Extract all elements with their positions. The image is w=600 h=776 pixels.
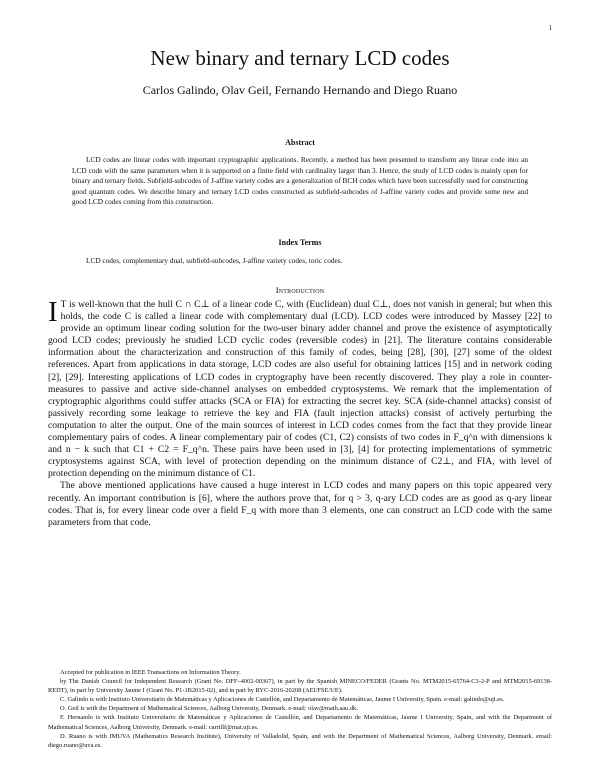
footnotes: [48, 668, 552, 750]
author-list: Carlos Galindo, Olav Geil, Fernando Hernando and Diego Ruano: [142, 83, 458, 97]
section-heading-introduction: Introduction: [275, 285, 325, 295]
abstract-paragraph: LCD codes are linear codes with important cryptographic applications. Recently, a method has been presented to transform any linear code into an LCD code with the same parameters when it is supported on a finite field with cardinality larger than 3. Hence, the study of LCD codes is mainly open for binary and ternary fields. Subfield-subcodes of J-affine variety codes are a generalization of BCH codes which have been successfully used for constructing good quantum codes. We describe binary and ternary LCD codes constructed as subfield-subcodes of J-affine variety codes and provide some new and good LCD codes coming from this construction.: [72, 155, 528, 207]
footnote-acceptance: Accepted for publication in IEEE Transactions on Information Theory.: [60, 669, 241, 676]
abstract-body: [72, 155, 528, 208]
footnote-funding: by The Danish Council for Independent Research (Grant No. DFF–4002-00367), in part by the Spanish MINECO/FEDER (Grants No. MTM2015-65764-C3-2-P and MTM2015-69138-REDT), in part by University Jaume I (Grant No. P1-1B2015-02), and in part by RYC-2016-20208 (AEI/FSE/UE).: [48, 678, 552, 695]
index-terms-heading: Index Terms: [278, 238, 322, 247]
footnote-ruano: D. Ruano is with IMUVA (Mathematics Research Institute), University of Valladolid, Spain, and with the Department of Mathematical Sciences, Aalborg University, Denmark. email: diego.ruano@uva.es.: [48, 732, 552, 749]
intro-paragraph-1: [48, 296, 552, 480]
page-number: 1: [548, 24, 552, 32]
intro-paragraph-2: The above mentioned applications have caused a huge interest in LCD codes and many papers on this topic appeared very recently. An important contribution is [6], where the authors prove that, for q > 3, q-ary LCD codes are as good as q-ary linear codes. That is, for every linear code over a field F_q with more than 3 elements, one can construct an LCD code with the same parameters from that code.: [48, 480, 552, 528]
footnote-hernando: F. Hernando is with Instituto Universitario de Matemáticas y Aplicaciones de Castellón, and Departamento de Matemáticas, Jaume I University, Spain, and with the Department of Mathematical Sciences, Aalborg University, Denmark. e-mail: carrillf@mat.uji.es.: [48, 714, 552, 731]
introduction-body: [48, 296, 552, 529]
drop-cap: I: [48, 296, 58, 328]
paper-title: New binary and ternary LCD codes: [150, 46, 450, 70]
footnote-galindo: C. Galindo is with Instituto Universitario de Matemáticas y Aplicaciones de Castellón, and Departamento de Matemáticas, Jaume I University, Spain. e-mail: galindo@uji.es.: [60, 696, 505, 704]
index-terms-text: LCD codes, complementary dual, subfield-subcodes, J-affine variety codes, toric codes.: [86, 256, 343, 265]
footnote-geil: O. Geil is with the Department of Mathematical Sciences, Aalborg University, Denmark. e-mail: olav@math.aau.dk.: [60, 705, 358, 713]
abstract-heading: Abstract: [285, 138, 315, 147]
intro-paragraph-1-text: T is well-known that the hull C ∩ C⊥ of a linear code C, with (Euclidean) dual C⊥, does not vanish in general; but when this holds, the code C is called a linear code with complementary dual (LCD). LCD codes were introduced by Massey [22] to provide an optimum linear coding solution for the two-user binary adder channel and prove the existence of asymptotically good LCD codes; previously he studied LCD cyclic codes (reversible codes) in [21]. The literature contains considerable information about the characterization and construction of this family of codes, being [28], [30], [27] some of the oldest references. Apart from applications in data storage, LCD codes are also useful for obtaining lattices [15] and in network coding [2], [29]. Interesting applications of LCD codes in cryptography have been recently discovered. They play a role in counter-measures to passive and active side-channel analyses on embedded cryptosystems. We remark that the implementation of cryptographic algorithms could suffer attacks (SCA or FIA) for extracting the secret key. SCA (side-channel attacks) consist of passively recording some leakage to retrieve the key and FIA (fault injection attacks) consist of actively perturbing the computation to alter the output. One of the main sources of interest in LCD codes comes from the fact that they provide linear complementary pairs of codes. A linear complementary pair of codes (C1, C2) consists of two codes in F_q^n with dimensions k and n − k such that C1 + C2 = F_q^n. These pairs have been used in [3], [4] for protecting implementations of symmetric cryptosystems against SCA, with level of protection depending on the minimum distance of C2⊥, and FIA, with level of protection depending on the minimum distance of C1.: [48, 299, 552, 480]
